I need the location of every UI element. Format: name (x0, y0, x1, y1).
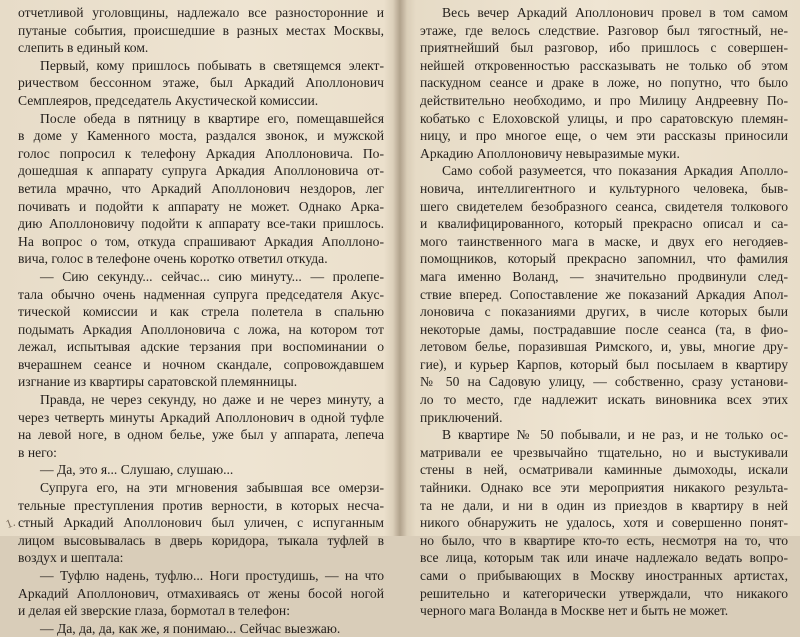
text-line: тайники. Однако все эти мероприятия никакого результа- (420, 480, 788, 496)
text-line: действительно необходимо, и про Милицу Андреевну По- (420, 92, 788, 108)
text-line: тельные преступления против верности, в которых несча- (18, 497, 384, 513)
text-line: ствие вперед. Сопоставление же показаний Аркадия Апол- (420, 286, 788, 302)
text-line: на левой ноге, в одном белье, уже был у аппарата, лепеча (18, 427, 384, 443)
corner-pencil-mark: 1. (3, 514, 17, 532)
text-line: Первый, кому пришлось побывать в светящемся элект- (40, 57, 384, 73)
text-line: никого обнаружить не удалось, хотя и совершенно понят- (420, 515, 788, 531)
text-line: гие), и курьер Карпов, который был посылаем в квартиру (420, 356, 788, 372)
book-gutter (393, 0, 407, 536)
text-line: решительно и категорически утверждали, что никакого (420, 585, 788, 601)
text-line: На вопрос о том, откуда спрашивают Аркадия Аполлоно- (18, 233, 384, 249)
text-line: стены в ней, осматривали каминные дымоходы, искали (420, 462, 788, 478)
text-line: дию Аполлоновичу подойти к аппарату все-таки пришлось. (18, 216, 384, 232)
text-line: дошедшая к аппарату супруга Аркадия Аполлоновича от- (18, 163, 384, 179)
text-line: ветила мрачно, что Аркадий Аполлонович нездоров, лег (18, 180, 384, 196)
text-line: вича, голос в телефоне очень коротко ответил откуда. (18, 251, 328, 267)
text-line: и делая ей зверские глаза, бормотал в телефон: (18, 603, 290, 619)
text-line: Весь вечер Аркадий Аполлонович провел в том самом (442, 5, 788, 20)
left-page (18, 4, 384, 637)
text-line: почивать и подойти к аппарату не может. Однако Арка- (18, 198, 384, 214)
text-line: Само собой разумеется, что показания Аркадия Аполло- (442, 163, 788, 179)
text-line: тической комиссии и как стрела полетела в спальню (18, 304, 384, 320)
text-line: В квартире № 50 побывали, и не раз, и не только ос- (442, 427, 788, 443)
text-line: подымать Аркадия Аполлоновича с ложа, на котором тот (18, 321, 384, 337)
text-line: черного мага Воланда в Москве нет и быть не может. (420, 603, 729, 619)
text-line: — Да, да, да, как же, я понимаю... Сейчас выезжаю. (40, 620, 341, 636)
text-line: вчерашнем сеансе и ночном скандале, сопровождавшем (18, 356, 384, 372)
text-line: нейшей откровенностью рассказывать не только об этом (420, 57, 788, 73)
text-line: в него: (18, 444, 57, 460)
text-line: После обеда в пятницу в квартире его, помещавшейся (40, 110, 384, 126)
text-line: стный Аркадий Аполлонович был уличен, с испуганным (18, 515, 384, 531)
text-line: и квалифицированного, который прекрасно описал и са- (420, 216, 788, 232)
text-line: кобатько с Елоховской улицы, и про саратовскую племян- (420, 110, 788, 126)
text-line: летовом белье, поразившая Римского, и, увы, многие дру- (420, 339, 788, 355)
text-line: лицом высовывалась в дверь коридора, тыкала туфлей в (18, 532, 384, 548)
text-line: мага именно Воланд, — значительно продвинули след- (420, 268, 788, 284)
text-line: — Сию секунду... сейчас... сию минуту... — пролепе- (40, 268, 384, 284)
text-line: новича, интеллигентного и культурного человека, быв- (420, 180, 788, 196)
text-line: ло то место, где надлежит искать виновника всех этих (420, 392, 788, 408)
right-page (420, 4, 788, 620)
text-line: некоторые дамы, пострадавшие после сеанса (та, в фио- (420, 321, 788, 337)
text-line: та не дали, и ни в один из приездов в квартиру в ней (420, 497, 788, 513)
text-line: лежал, испытывая адские терзания при воспоминании о (18, 339, 384, 355)
text-line: Супруга его, на эти мгновения забывшая все омерзи- (40, 480, 384, 496)
text-line: Правда, не через секунду, но даже и не через минуту, а (40, 392, 384, 408)
text-line: — Да, это я... Слушаю, слушаю... (40, 462, 234, 478)
text-line: сами о прибывающих в Москву иностранных артистах, (420, 568, 788, 583)
text-line: Аркадий Аполлонович, отмахиваясь от жены босой ногой (18, 585, 384, 601)
text-line: мого таинственного мага в маске, и двух его негодяев- (420, 233, 788, 249)
text-line: помощников, который прекрасно запомнил, что фамилия (420, 251, 788, 267)
text-line: — Туфлю надень, туфлю... Ноги простудишь, — на что (40, 568, 384, 583)
text-line: ницу, и про многое еще, о чем эти рассказы приносили (420, 128, 788, 144)
text-line: Аркадию Аполлоновичу невыразимые муки. (420, 145, 680, 161)
text-line: изгнание из квартиры саратовской племянницы. (18, 374, 298, 390)
text-line: слепить в единый ком. (18, 40, 149, 56)
text-line: тала обычно очень надменная супруга председателя Акус- (18, 286, 384, 302)
text-line: но было, что в квартире кто-то есть, несмотря на то, что (420, 532, 788, 548)
text-line: лоновича с показаниями других, в числе которых были (420, 304, 788, 320)
text-line: шего свидетелем безобразного сеанса, свидетеля толкового (420, 198, 788, 214)
text-line: через четверть минуты Аркадий Аполлонович в одной туфле (18, 409, 384, 425)
text-line: в доме у Каменного моста, раздался звонок, и мужской (18, 128, 384, 144)
text-line: воздух и шептала: (18, 550, 124, 566)
text-line: паскудном сеансе и драке в ложе, но попутно, что было (420, 75, 788, 91)
text-line: приключений. (420, 409, 503, 425)
text-line: голос попросил к телефону Аркадия Аполлоновича. По- (18, 145, 384, 161)
text-line: Семплеяров, председатель Акустической комиссии. (18, 92, 319, 108)
text-line: этаже, где велось следствие. Разговор был тягостный, не- (420, 22, 788, 38)
text-line: матривали ее чрезвычайно тщательно, но и выстукивали (420, 444, 788, 460)
text-line: приятнейший был разговор, ибо пришлось с совершен- (420, 40, 788, 56)
text-line: путаные события, происшедшие в разных местах Москвы, (18, 22, 384, 38)
text-line: № 50 на Садовую улицу, — собственно, сразу установи- (420, 374, 788, 390)
text-line: отчетливой уголовщины, надлежало все разносторонние и (18, 5, 384, 20)
text-line: все лица, которым так или иначе надлежало ведать вопро- (420, 550, 788, 566)
text-line: ричеством бессонном этаже, был Аркадий Аполлонович (18, 75, 384, 91)
